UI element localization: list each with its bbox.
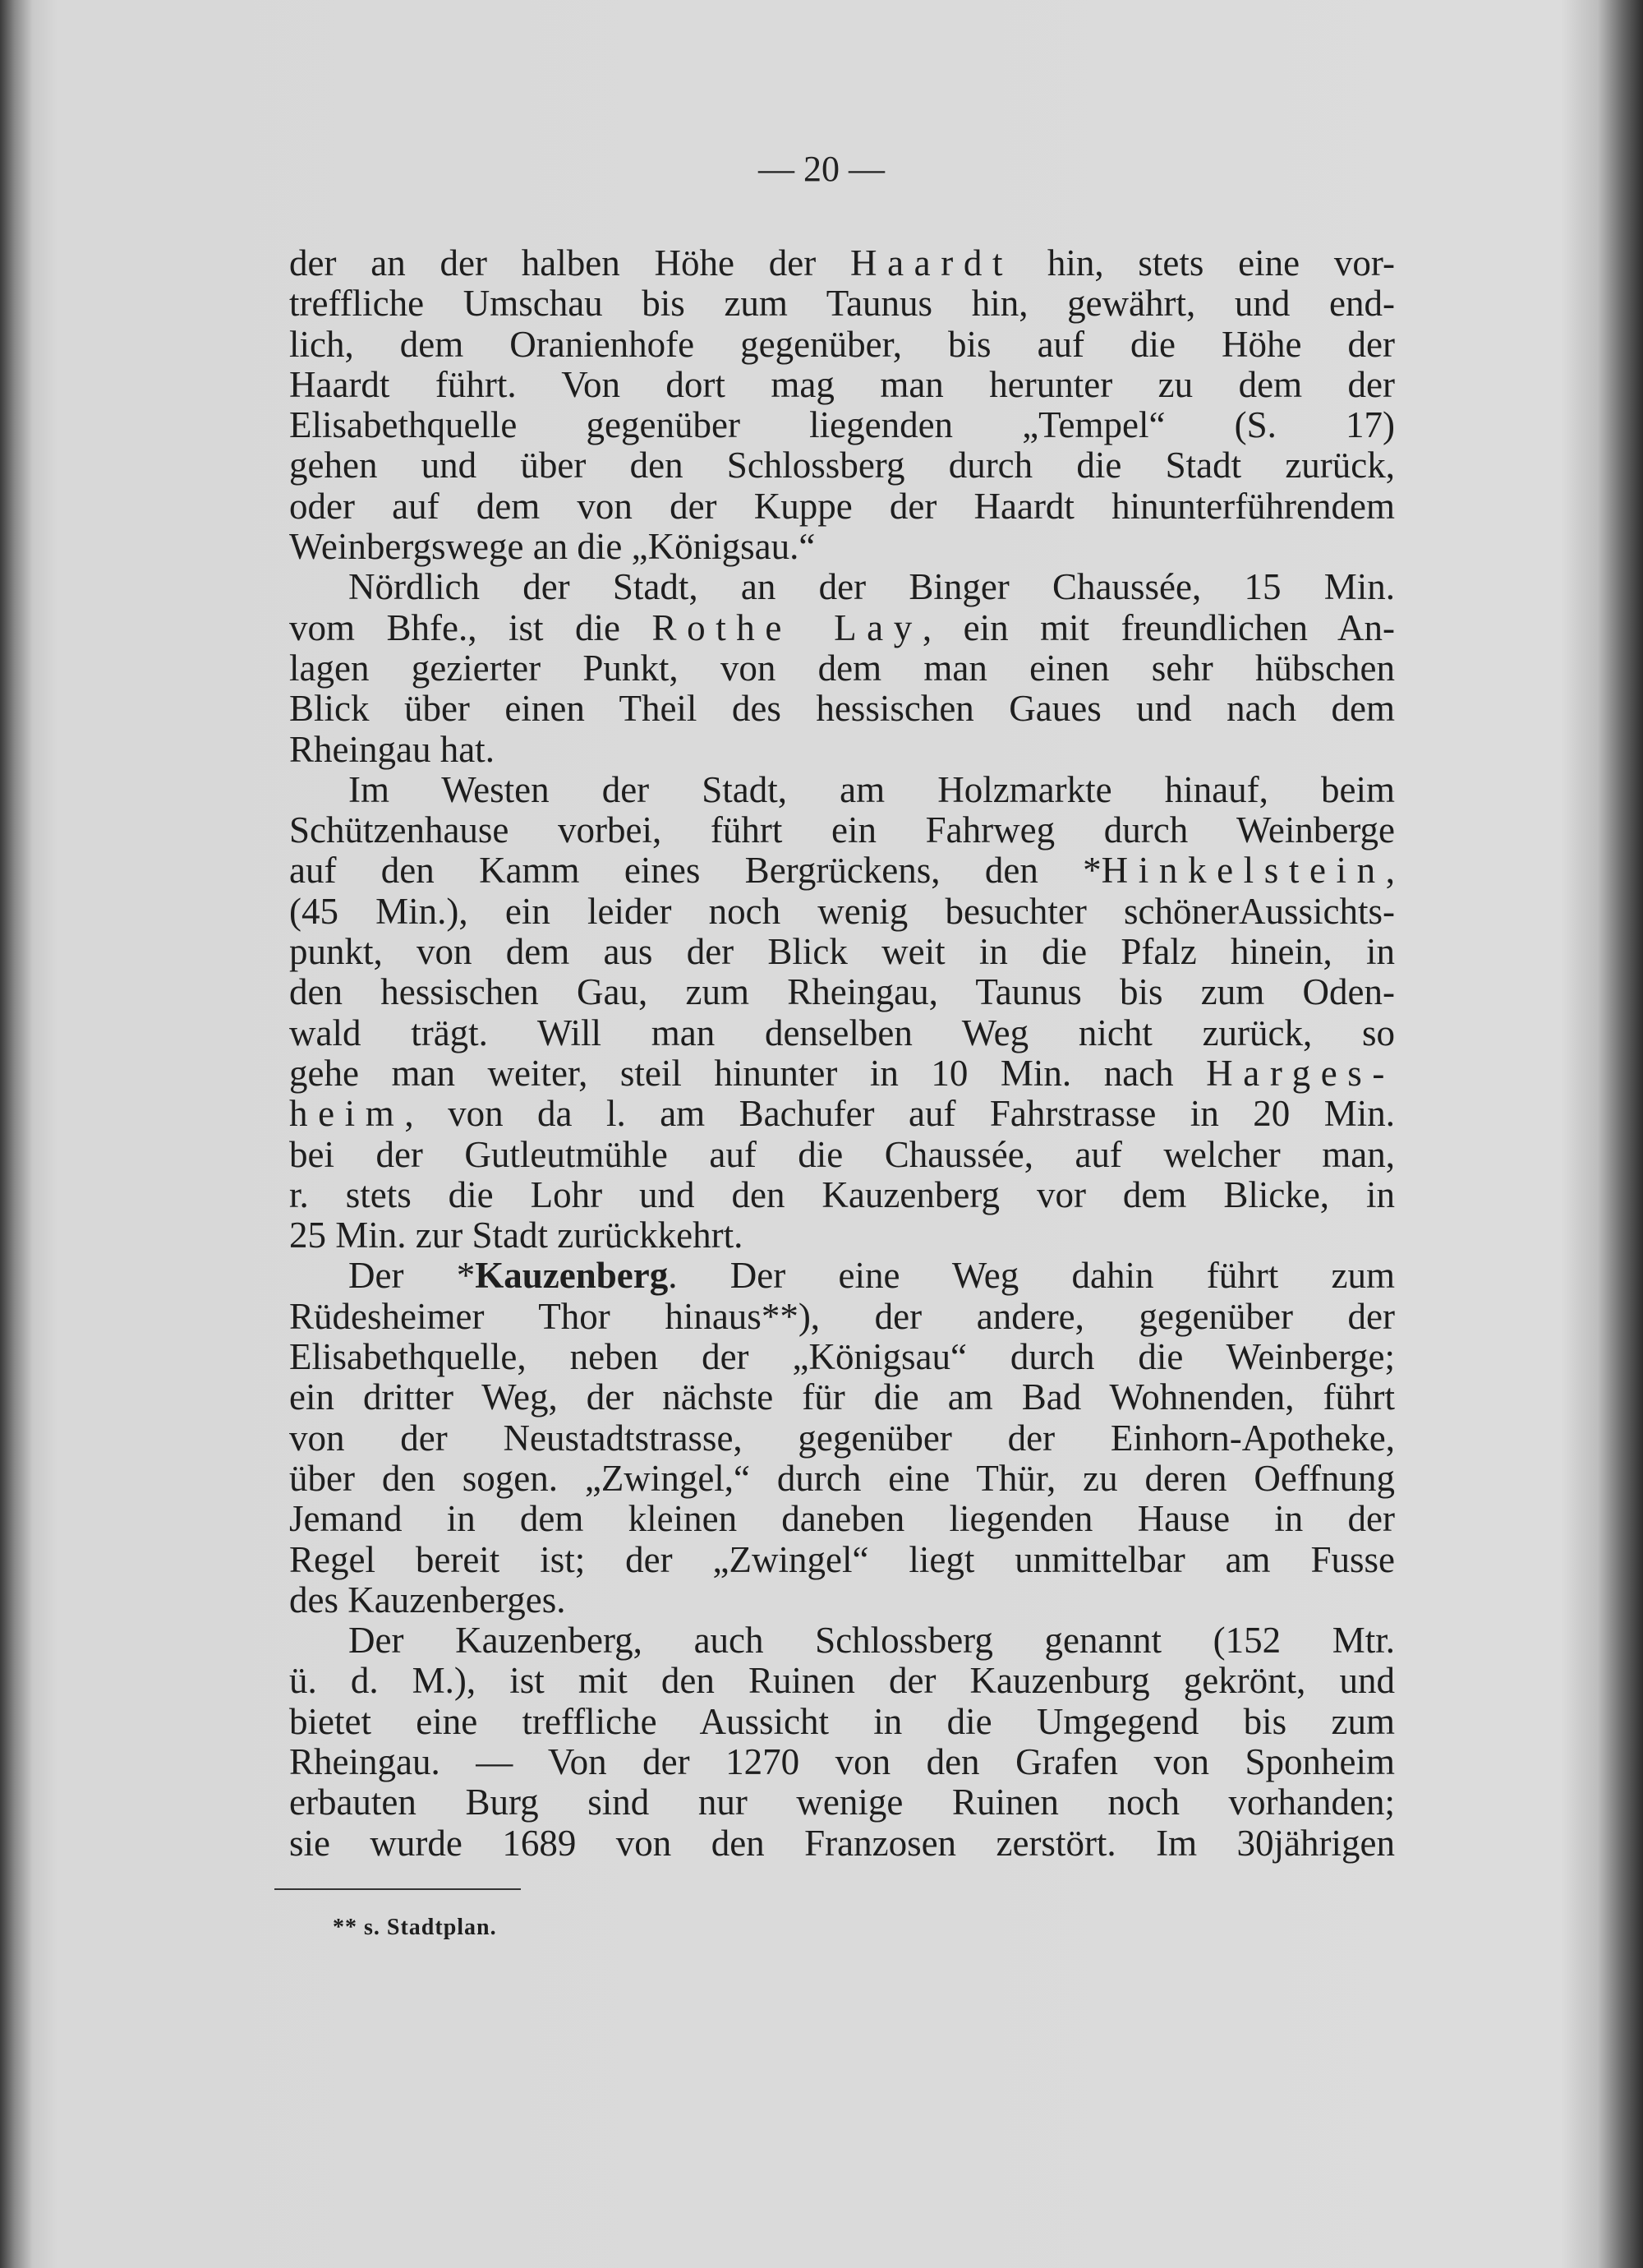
- text-line: [289, 1135, 1395, 1175]
- text-segment: Elisabethquelle gegenüber liegenden „Tempel“ (S. 17): [289, 404, 1395, 446]
- text-segment: punkt, von dem aus der Blick weit in die Pfalz hinein, in: [289, 931, 1395, 973]
- page-number: — 20 —: [758, 149, 885, 189]
- text-line: [289, 445, 1395, 486]
- text-segment: Der Kauzenberg, auch Schlossberg genannt (152 Mtr.: [348, 1620, 1395, 1662]
- text-segment: (45 Min.), ein leider noch wenig besuchter schönerAussichts-: [289, 890, 1395, 932]
- text-line: [289, 932, 1395, 972]
- text-segment: über den sogen. „Zwingel,“ durch eine Thür, zu deren Oeffnung: [289, 1457, 1395, 1499]
- text-line: [289, 972, 1395, 1012]
- text-segment: Rüdesheimer Thor hinaus**), der andere, gegenüber der: [289, 1295, 1395, 1337]
- text-line: [289, 527, 1395, 567]
- text-line: [289, 1053, 1395, 1094]
- text-line: [289, 1499, 1395, 1539]
- spaced-name: Hinkelstein: [1101, 850, 1386, 892]
- text-segment: Weinbergswege an die „Königsau.“: [289, 526, 816, 568]
- spaced-name: Haardt: [850, 242, 1014, 284]
- text-segment: bei der Gutleutmühle auf die Chaussée, auf welcher man,: [289, 1133, 1395, 1175]
- text-segment: Elisabethquelle, neben der „Königsau“ durch die Weinberge;: [289, 1336, 1395, 1378]
- text-line: [289, 486, 1395, 527]
- text-segment: auf den Kamm eines Bergrückens, den *: [289, 850, 1102, 892]
- text-line: [289, 1661, 1395, 1701]
- text-segment: sie wurde 1689 von den Franzosen zerstört. Im 30jährigen: [289, 1822, 1395, 1864]
- text-segment: Nördlich der Stadt, an der Binger Chaussée, 15 Min.: [348, 566, 1395, 608]
- text-line: [289, 243, 1395, 284]
- text-line: [289, 1337, 1395, 1377]
- text-segment: oder auf dem von der Kuppe der Haardt hinunterführendem: [289, 485, 1395, 527]
- text-line: [289, 1702, 1395, 1742]
- text-segment: , von da l. am Bachufer auf Fahrstrasse in 20 Min.: [404, 1093, 1395, 1135]
- text-segment: lagen gezierter Punkt, von dem man einen sehr hübschen: [289, 647, 1395, 689]
- text-line: [289, 1297, 1395, 1337]
- text-line: [289, 850, 1395, 891]
- spaced-name: heim: [289, 1093, 405, 1135]
- text-segment: Regel bereit ist; der „Zwingel“ liegt unmittelbar am Fusse: [289, 1538, 1395, 1580]
- text-line: [289, 1377, 1395, 1418]
- text-line: [289, 1256, 1395, 1296]
- text-segment: , ein mit freundlichen An-: [922, 606, 1395, 648]
- text-segment: r. stets die Lohr und den Kauzenberg vor dem Blicke, in: [289, 1173, 1395, 1215]
- text-segment: erbauten Burg sind nur wenige Ruinen noch vorhanden;: [289, 1782, 1395, 1823]
- text-line: [289, 1094, 1395, 1134]
- text-segment: gehe man weiter, steil hinunter in 10 Min. nach: [289, 1052, 1207, 1094]
- text-segment: . Der eine Weg dahin führt zum: [668, 1255, 1395, 1297]
- text-segment: Der *: [348, 1255, 476, 1297]
- text-segment: Haardt führt. Von dort mag man herunter zu dem der: [289, 363, 1395, 405]
- spaced-name: Rothe Lay: [651, 606, 923, 648]
- text-line: [289, 810, 1395, 850]
- text-segment: Blick über einen Theil des hessischen Gaues und nach dem: [289, 688, 1395, 730]
- text-line: [289, 1742, 1395, 1782]
- text-segment: den hessischen Gau, zum Rheingau, Taunus bis zum Oden-: [289, 971, 1395, 1013]
- text-segment: Schützenhause vorbei, führt ein Fahrweg durch Weinberge: [289, 809, 1395, 851]
- text-line: [289, 325, 1395, 365]
- text-line: [289, 730, 1395, 770]
- text-line: [289, 770, 1395, 810]
- text-segment: der an der halben Höhe der: [289, 242, 851, 284]
- text-line: [289, 365, 1395, 405]
- text-segment: vom Bhfe., ist die: [289, 606, 652, 648]
- text-segment: Rheingau. — Von der 1270 von den Grafen von Sponheim: [289, 1740, 1395, 1782]
- text-segment: Jemand in dem kleinen daneben liegenden Hause in der: [289, 1498, 1395, 1540]
- text-segment: von der Neustadtstrasse, gegenüber der Einhorn-Apotheke,: [289, 1417, 1395, 1459]
- text-segment: hin, stets eine vor-: [1013, 242, 1395, 284]
- text-segment: ü. d. M.), ist mit den Ruinen der Kauzenburg gekrönt, und: [289, 1660, 1395, 1702]
- bold-term: Kauzenberg: [475, 1255, 669, 1297]
- text-line: [289, 608, 1395, 648]
- text-line: [289, 567, 1395, 607]
- text-line: [289, 1013, 1395, 1053]
- footnote-divider: [274, 1888, 521, 1890]
- text-segment: Rheingau hat.: [289, 728, 495, 770]
- text-segment: gehen und über den Schlossberg durch die Stadt zurück,: [289, 445, 1395, 486]
- text-segment: ,: [1385, 850, 1395, 892]
- text-line: [289, 1215, 1395, 1256]
- text-line: [289, 405, 1395, 445]
- text-line: [289, 1540, 1395, 1580]
- body-text: [289, 243, 1395, 1864]
- text-segment: ein dritter Weg, der nächste für die am Bad Wohnenden, führt: [289, 1376, 1395, 1418]
- footnote: ** s. Stadtplan.: [333, 1915, 497, 1940]
- text-line: [289, 1823, 1395, 1864]
- text-line: [289, 1782, 1395, 1823]
- text-segment: Im Westen der Stadt, am Holzmarkte hinauf, beim: [348, 768, 1395, 810]
- text-segment: bietet eine treffliche Aussicht in die Umgegend bis zum: [289, 1700, 1395, 1742]
- text-line: [289, 1459, 1395, 1499]
- text-segment: 25 Min. zur Stadt zurückkehrt.: [289, 1215, 743, 1256]
- text-line: [289, 284, 1395, 324]
- text-segment: wald trägt. Will man denselben Weg nicht zurück, so: [289, 1012, 1395, 1053]
- text-segment: lich, dem Oranienhofe gegenüber, bis auf die Höhe der: [289, 323, 1395, 365]
- text-segment: des Kauzenberges.: [289, 1579, 566, 1620]
- text-line: [289, 892, 1395, 932]
- text-segment: treffliche Umschau bis zum Taunus hin, gewährt, und end-: [289, 283, 1395, 325]
- text-line: [289, 1620, 1395, 1661]
- text-line: [289, 1418, 1395, 1459]
- spaced-name: Harges-: [1206, 1052, 1395, 1094]
- text-line: [289, 648, 1395, 689]
- text-line: [289, 1175, 1395, 1215]
- text-line: [289, 689, 1395, 729]
- text-line: [289, 1580, 1395, 1620]
